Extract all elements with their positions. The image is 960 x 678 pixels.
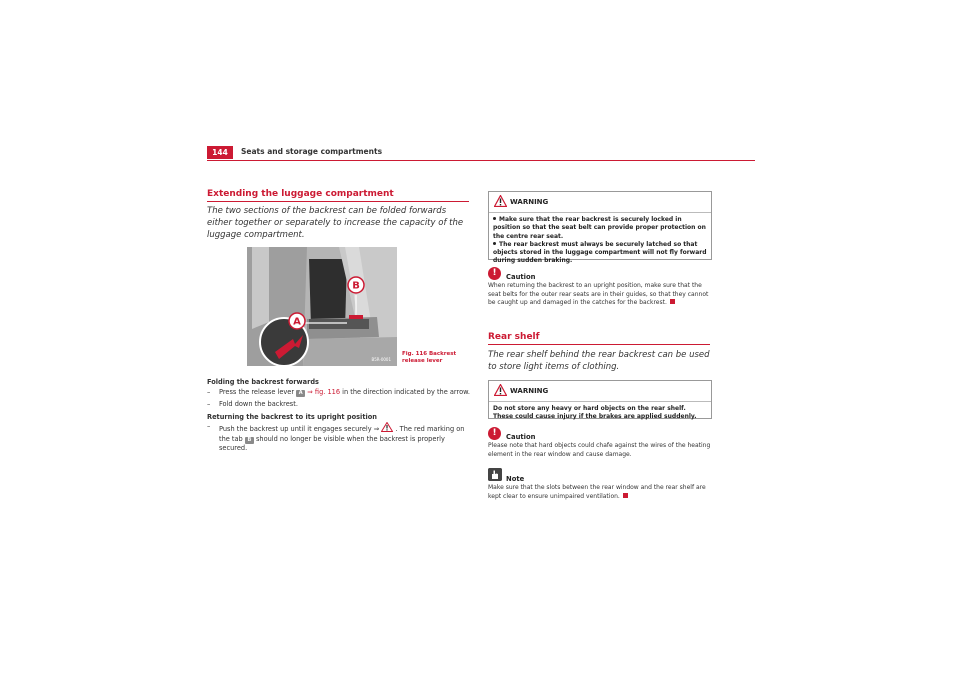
warning-box-rear-shelf xyxy=(488,380,712,419)
caution-icon: ! xyxy=(488,267,501,280)
bullet-icon xyxy=(493,242,496,245)
callout-a-label: A xyxy=(293,316,301,328)
end-mark xyxy=(623,493,628,498)
caution-text: When returning the backrest to an upright position, make sure that the seat belts for the outer rear seats are in their guides, so that they cannot be caught up and damaged in the catches for the backrest. xyxy=(488,282,709,306)
callout-b-label: B xyxy=(352,280,360,292)
note-title: Note xyxy=(506,475,525,483)
return-step xyxy=(207,422,472,454)
figure-link[interactable]: ⇒ fig. 116 xyxy=(307,387,341,396)
figure-backrest-release xyxy=(247,247,397,366)
section-heading-rear-shelf: Rear shelf xyxy=(488,332,540,342)
figure-code: B5R-0001 xyxy=(371,357,391,362)
section-heading-luggage: Extending the luggage compartment xyxy=(207,189,394,199)
warning-triangle-icon xyxy=(494,195,507,207)
hand-pointer-icon xyxy=(488,468,502,481)
caution-text: Please note that hard objects could chafe against the wires of the heating element in the rear window and cause damage. xyxy=(488,442,711,458)
fold-step-1 xyxy=(207,388,472,398)
header-rule xyxy=(207,160,755,161)
step-dash: – xyxy=(207,387,211,396)
warning-title: WARNING xyxy=(510,387,549,395)
warning-triangle-icon xyxy=(494,384,507,396)
warning-body xyxy=(489,213,711,269)
backrest-illustration xyxy=(247,247,397,366)
warning-body: Do not store any heavy or hard objects on the rear shelf. These could cause injury if the brakes are applied suddenly. xyxy=(493,405,697,421)
return-step-post: should no longer be visible when the backrest is properly secured. xyxy=(219,434,445,452)
warning-box-backrest xyxy=(488,191,712,265)
warning-item xyxy=(493,241,707,266)
fold-step-1-pre: Press the release lever xyxy=(219,387,295,396)
bullet-icon xyxy=(493,217,496,220)
warning-header xyxy=(489,381,711,402)
warning-item-text: The rear backrest must always be securely latched so that objects stored in the luggage compartment will not fly forward during sudden braking. xyxy=(493,240,707,265)
warning-title: WARNING xyxy=(510,198,549,206)
fold-step-2-text: Fold down the backrest. xyxy=(219,400,298,408)
return-step-pre: Push the backrest up until it engages securely ⇒ xyxy=(219,425,380,433)
running-title: Seats and storage compartments xyxy=(241,147,383,156)
caution-block-1 xyxy=(488,268,713,307)
caution-title: Caution xyxy=(506,273,536,281)
warning-triangle-icon[interactable] xyxy=(381,422,393,432)
callout-a-badge: A xyxy=(296,390,305,397)
page-number: 144 xyxy=(207,146,233,159)
caution-title: Caution xyxy=(506,433,536,441)
section-rule xyxy=(488,344,710,345)
note-block xyxy=(488,475,713,501)
page-header xyxy=(207,146,755,160)
left-body xyxy=(207,378,472,454)
fold-step-2 xyxy=(207,400,472,410)
warning-header xyxy=(489,192,711,213)
return-step-mid: . The red marking on the tab xyxy=(219,425,465,443)
rear-shelf-intro: The rear shelf behind the rear backrest can be used to store light items of clothing. xyxy=(488,350,710,372)
warning-item xyxy=(493,216,707,241)
section-rule xyxy=(207,201,469,202)
callout-b-badge: B xyxy=(245,437,254,444)
figure-caption: Fig. 116 Backrest release lever xyxy=(402,351,457,364)
end-mark xyxy=(670,299,675,304)
caution-block-2 xyxy=(488,428,713,459)
warning-item-text: Make sure that the rear backrest is securely locked in position so that the seat belt can provide proper protection on the centre rear seat. xyxy=(493,216,706,240)
fold-title: Folding the backrest forwards xyxy=(207,378,319,386)
note-text: Make sure that the slots between the rear window and the rear shelf are kept clear to ensure unimpaired ventilation. xyxy=(488,484,706,500)
step-dash: – xyxy=(207,400,211,408)
caution-icon: ! xyxy=(488,427,501,440)
section-intro: The two sections of the backrest can be folded forwards either together or separately to increase the capacity of the luggage compartment. xyxy=(207,206,464,240)
fold-step-1-post: in the direction indicated by the arrow. xyxy=(342,387,471,396)
return-title: Returning the backrest to its upright position xyxy=(207,412,377,421)
note-icon xyxy=(488,468,502,481)
step-dash: – xyxy=(207,422,211,430)
